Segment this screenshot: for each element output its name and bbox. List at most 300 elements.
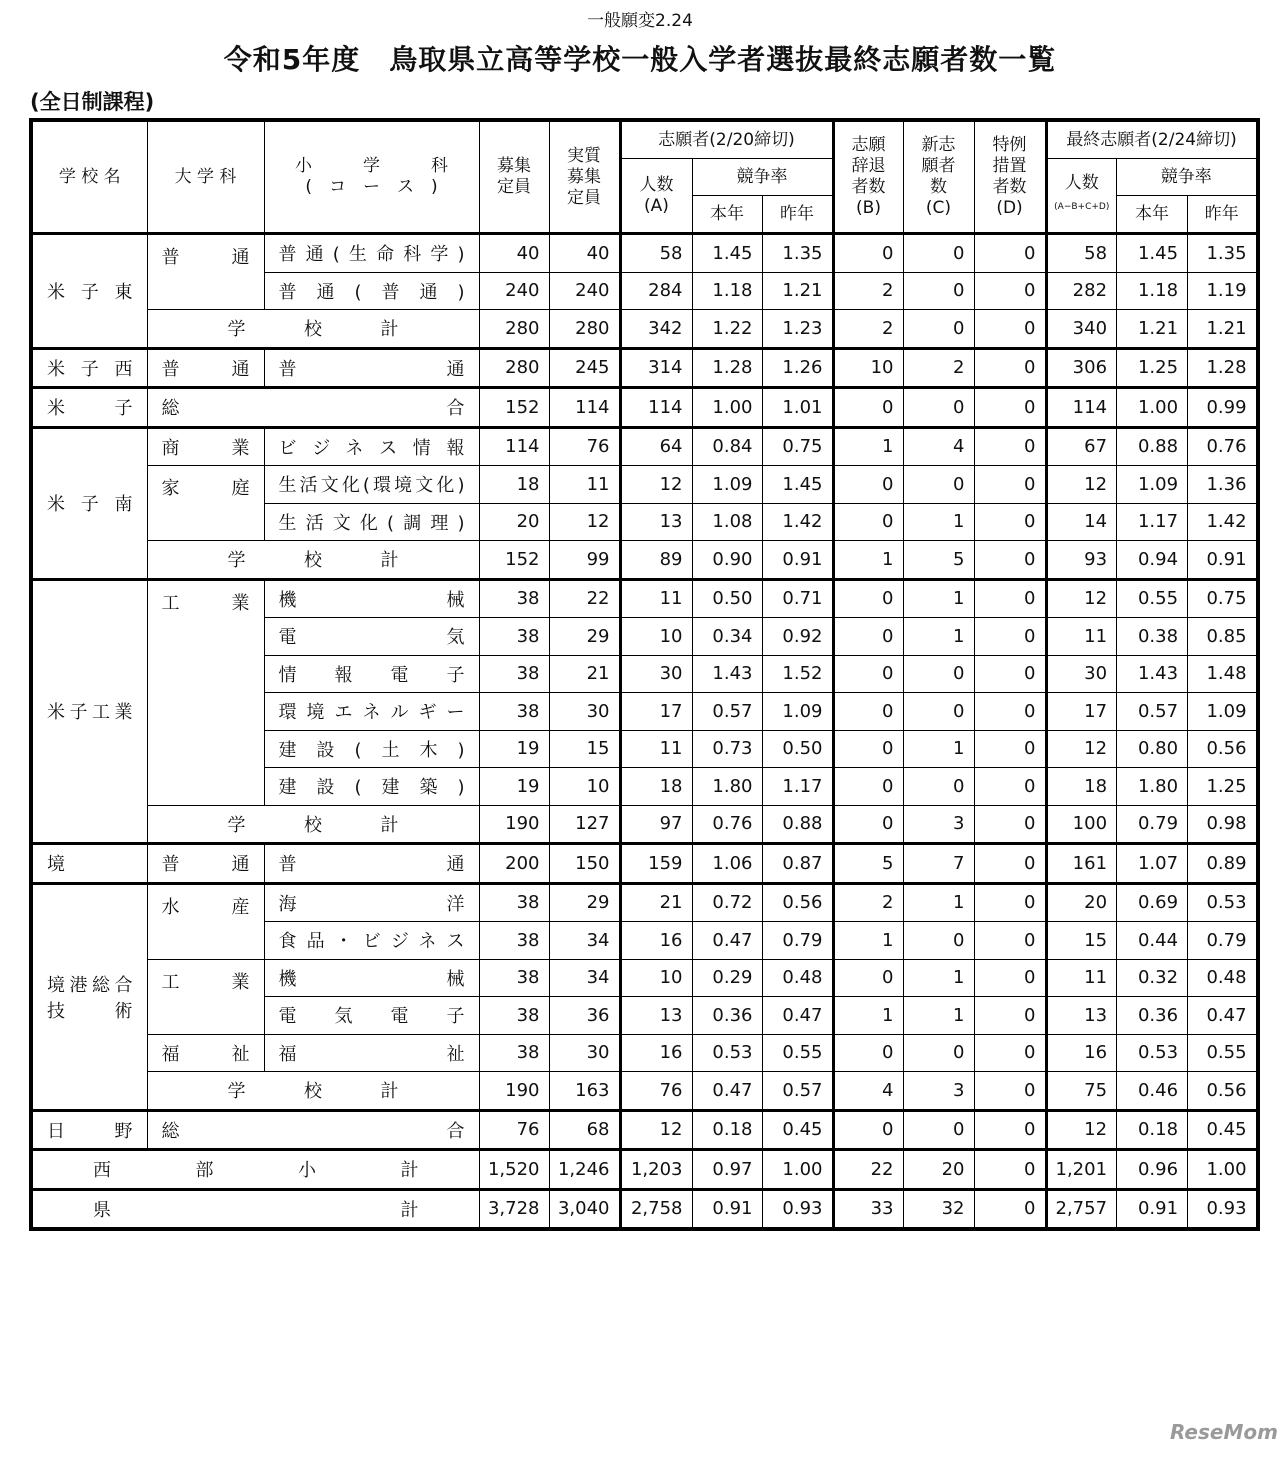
col-dept: 大 学 科 [147,120,264,234]
cell-final-applicants: 100 [1046,805,1117,844]
cell-rate-last-year: 1.35 [762,234,833,273]
cell-new-applicants: 1 [903,618,974,656]
cell-rate-this-year: 0.76 [692,805,762,844]
cell-final-rate-last-year: 1.35 [1188,234,1258,273]
table-row [31,310,1258,349]
cell-special: 0 [974,579,1046,618]
cell-new-applicants: 4 [903,427,974,466]
cell-applicants: 16 [620,922,692,960]
cell-final-rate-this-year: 1.00 [1117,388,1188,428]
cell-final-rate-last-year: 1.25 [1188,768,1258,806]
cell-final-rate-this-year: 0.69 [1117,883,1188,922]
department-name: 商 業 [147,427,264,466]
cell-special: 0 [974,768,1046,806]
cell-capacity: 280 [479,310,549,349]
table-row [31,466,1258,504]
cell-final-rate-this-year: 1.25 [1117,348,1188,388]
cell-final-applicants: 282 [1046,272,1117,310]
cell-special: 0 [974,234,1046,273]
cell-applicants: 11 [620,730,692,768]
col-applicants-0220: 志願者(2/20締切) [620,120,833,159]
col-this-year: 本年 [692,196,762,234]
school-name: 米子東 [31,234,147,349]
table-row [31,883,1258,922]
cell-rate-this-year: 0.34 [692,618,762,656]
cell-rate-this-year: 0.53 [692,1034,762,1072]
cell-new-applicants: 0 [903,768,974,806]
cell-withdrawn: 0 [833,959,903,997]
cell-new-applicants: 1 [903,503,974,541]
cell-withdrawn: 22 [833,1150,903,1190]
school-name: 境 [31,844,147,884]
cell-new-applicants: 3 [903,1072,974,1111]
cell-rate-last-year: 1.00 [762,1150,833,1190]
col-final-this-year: 本年 [1117,196,1188,234]
cell-special: 0 [974,730,1046,768]
cell-withdrawn: 0 [833,466,903,504]
grand-total-row [31,1189,1258,1229]
cell-rate-last-year: 0.57 [762,1072,833,1111]
cell-special: 0 [974,959,1046,997]
cell-withdrawn: 0 [833,1110,903,1150]
cell-withdrawn: 1 [833,997,903,1035]
cell-final-rate-last-year: 0.76 [1188,427,1258,466]
cell-capacity: 280 [479,348,549,388]
cell-capacity: 38 [479,579,549,618]
cell-rate-this-year: 0.47 [692,1072,762,1111]
cell-capacity: 3,728 [479,1189,549,1229]
cell-real-capacity: 34 [549,959,620,997]
cell-real-capacity: 40 [549,234,620,273]
cell-special: 0 [974,427,1046,466]
cell-capacity: 200 [479,844,549,884]
cell-final-applicants: 18 [1046,768,1117,806]
cell-withdrawn: 10 [833,348,903,388]
department-merged: 総 合 [147,1110,479,1150]
cell-applicants: 114 [620,388,692,428]
cell-new-applicants: 0 [903,466,974,504]
cell-withdrawn: 2 [833,883,903,922]
cell-special: 0 [974,997,1046,1035]
cell-new-applicants: 0 [903,272,974,310]
cell-final-rate-last-year: 0.56 [1188,1072,1258,1111]
cell-withdrawn: 1 [833,427,903,466]
cell-final-rate-this-year: 0.79 [1117,805,1188,844]
course-name: 普通(普通) [264,272,479,310]
cell-rate-this-year: 1.08 [692,503,762,541]
cell-capacity: 38 [479,883,549,922]
cell-final-rate-this-year: 0.36 [1117,997,1188,1035]
cell-applicants: 17 [620,693,692,731]
col-count-label: 人数 [639,174,674,195]
cell-withdrawn: 0 [833,655,903,693]
course-name: ビジネス情報 [264,427,479,466]
cell-capacity: 38 [479,1034,549,1072]
col-final-count [1046,159,1117,234]
cell-final-rate-last-year: 0.79 [1188,922,1258,960]
cell-withdrawn: 2 [833,272,903,310]
cell-final-applicants: 12 [1046,730,1117,768]
cell-rate-last-year: 0.93 [762,1189,833,1229]
course-name: 機 械 [264,959,479,997]
cell-final-rate-last-year: 0.45 [1188,1110,1258,1150]
table-row [31,234,1258,273]
cell-final-rate-this-year: 1.09 [1117,466,1188,504]
col-final-rate: 競争率 [1117,159,1258,196]
cell-new-applicants: 32 [903,1189,974,1229]
cell-capacity: 1,520 [479,1150,549,1190]
cell-withdrawn: 0 [833,805,903,844]
department-name: 普 通 [147,234,264,310]
cell-capacity: 38 [479,693,549,731]
cell-special: 0 [974,272,1046,310]
cell-withdrawn: 0 [833,1034,903,1072]
cell-final-rate-this-year: 1.17 [1117,503,1188,541]
cell-capacity: 38 [479,922,549,960]
cell-applicants: 10 [620,618,692,656]
cell-final-applicants: 340 [1046,310,1117,349]
col-last-year: 昨年 [762,196,833,234]
department-name: 普 通 [147,348,264,388]
cell-special: 0 [974,618,1046,656]
document-code: 一般願変2.24 [587,11,693,31]
cell-real-capacity: 30 [549,693,620,731]
cell-applicants: 16 [620,1034,692,1072]
course-name: 食品・ビジネス [264,922,479,960]
school-name: 米 子 [31,388,147,428]
course-name: 電 気 電 子 [264,997,479,1035]
table-row [31,579,1258,618]
col-count-code: (A) [644,195,669,216]
cell-capacity: 76 [479,1110,549,1150]
col-withdrawn-code: (B) [856,198,881,218]
cell-real-capacity: 29 [549,883,620,922]
col-real-capacity: 実質募集定員 [549,120,620,234]
cell-rate-this-year: 0.97 [692,1150,762,1190]
cell-final-rate-last-year: 0.47 [1188,997,1258,1035]
cell-rate-last-year: 0.91 [762,541,833,580]
cell-real-capacity: 34 [549,922,620,960]
school-name: 米子南 [31,427,147,579]
course-name: 普通(生命科学) [264,234,479,273]
cell-special: 0 [974,348,1046,388]
cell-new-applicants: 0 [903,310,974,349]
cell-final-rate-this-year: 0.38 [1117,618,1188,656]
cell-final-applicants: 12 [1046,1110,1117,1150]
applicants-table [29,118,1260,1231]
cell-withdrawn: 2 [833,310,903,349]
cell-new-applicants: 1 [903,579,974,618]
cell-real-capacity: 3,040 [549,1189,620,1229]
cell-real-capacity: 99 [549,541,620,580]
cell-rate-this-year: 0.73 [692,730,762,768]
cell-rate-last-year: 0.79 [762,922,833,960]
cell-rate-last-year: 1.21 [762,272,833,310]
cell-new-applicants: 0 [903,234,974,273]
cell-final-applicants: 58 [1046,234,1117,273]
cell-final-rate-last-year: 1.00 [1188,1150,1258,1190]
cell-final-applicants: 11 [1046,959,1117,997]
cell-final-rate-last-year: 0.99 [1188,388,1258,428]
course-name: 建設(建築) [264,768,479,806]
cell-rate-this-year: 1.09 [692,466,762,504]
cell-final-rate-this-year: 1.45 [1117,234,1188,273]
course-name: 生活文化(環境文化) [264,466,479,504]
cell-new-applicants: 5 [903,541,974,580]
cell-real-capacity: 30 [549,1034,620,1072]
cell-final-rate-last-year: 0.91 [1188,541,1258,580]
cell-rate-this-year: 0.47 [692,922,762,960]
cell-rate-this-year: 0.29 [692,959,762,997]
department-name: 福 祉 [147,1034,264,1072]
cell-final-applicants: 161 [1046,844,1117,884]
cell-special: 0 [974,1110,1046,1150]
cell-rate-last-year: 0.45 [762,1110,833,1150]
cell-final-applicants: 17 [1046,693,1117,731]
cell-rate-this-year: 1.00 [692,388,762,428]
cell-capacity: 240 [479,272,549,310]
cell-rate-last-year: 0.75 [762,427,833,466]
cell-new-applicants: 0 [903,655,974,693]
cell-applicants: 13 [620,503,692,541]
cell-rate-last-year: 1.23 [762,310,833,349]
cell-final-applicants: 12 [1046,579,1117,618]
western-subtotal-row-label: 西 部 小 計 [31,1150,479,1190]
cell-new-applicants: 1 [903,997,974,1035]
cell-real-capacity: 21 [549,655,620,693]
col-capacity: 募集定員 [479,120,549,234]
department-name: 普 通 [147,844,264,884]
cell-final-applicants: 16 [1046,1034,1117,1072]
cell-final-applicants: 20 [1046,883,1117,922]
cell-special: 0 [974,1034,1046,1072]
cell-real-capacity: 280 [549,310,620,349]
cell-applicants: 342 [620,310,692,349]
cell-capacity: 19 [479,730,549,768]
cell-applicants: 64 [620,427,692,466]
cell-new-applicants: 0 [903,922,974,960]
cell-real-capacity: 29 [549,618,620,656]
cell-capacity: 152 [479,541,549,580]
course-name: 生活文化(調理) [264,503,479,541]
cell-special: 0 [974,844,1046,884]
cell-final-rate-last-year: 1.19 [1188,272,1258,310]
cell-applicants: 89 [620,541,692,580]
cell-final-rate-this-year: 0.80 [1117,730,1188,768]
table-row [31,959,1258,997]
cell-final-applicants: 93 [1046,541,1117,580]
cell-applicants: 10 [620,959,692,997]
school-total-label: 学 校 計 [147,541,479,580]
cell-final-rate-this-year: 0.91 [1117,1189,1188,1229]
course-name: 機 械 [264,579,479,618]
cell-rate-last-year: 0.48 [762,959,833,997]
cell-final-rate-this-year: 1.21 [1117,310,1188,349]
school-total-label: 学 校 計 [147,1072,479,1111]
cell-withdrawn: 1 [833,922,903,960]
cell-rate-last-year: 1.26 [762,348,833,388]
cell-capacity: 38 [479,959,549,997]
cell-final-rate-this-year: 1.43 [1117,655,1188,693]
cell-real-capacity: 11 [549,466,620,504]
cell-special: 0 [974,693,1046,731]
cell-rate-this-year: 0.18 [692,1110,762,1150]
cell-real-capacity: 245 [549,348,620,388]
cell-final-rate-last-year: 0.53 [1188,883,1258,922]
cell-final-rate-this-year: 0.32 [1117,959,1188,997]
cell-special: 0 [974,503,1046,541]
cell-final-applicants: 13 [1046,997,1117,1035]
cell-applicants: 1,203 [620,1150,692,1190]
resemom-logo: ReseMom [1170,1420,1278,1444]
cell-final-rate-last-year: 0.89 [1188,844,1258,884]
col-rate: 競争率 [692,159,833,196]
cell-final-rate-last-year: 1.09 [1188,693,1258,731]
cell-real-capacity: 10 [549,768,620,806]
cell-final-applicants: 2,757 [1046,1189,1117,1229]
cell-rate-last-year: 0.71 [762,579,833,618]
cell-rate-this-year: 1.22 [692,310,762,349]
school-name: 境港総合技 術 [31,883,147,1110]
cell-rate-this-year: 0.90 [692,541,762,580]
cell-final-applicants: 114 [1046,388,1117,428]
table-body [31,234,1258,1230]
cell-applicants: 11 [620,579,692,618]
cell-rate-this-year: 0.91 [692,1189,762,1229]
cell-rate-last-year: 0.50 [762,730,833,768]
col-final-count-label: 人数 [1064,173,1099,193]
cell-applicants: 12 [620,1110,692,1150]
cell-real-capacity: 36 [549,997,620,1035]
cell-special: 0 [974,805,1046,844]
table-row [31,805,1258,844]
course-name: 福 祉 [264,1034,479,1072]
cell-special: 0 [974,883,1046,922]
cell-special: 0 [974,1150,1046,1190]
cell-rate-last-year: 1.17 [762,768,833,806]
cell-rate-last-year: 0.56 [762,883,833,922]
cell-rate-this-year: 1.06 [692,844,762,884]
cell-new-applicants: 0 [903,388,974,428]
cell-applicants: 159 [620,844,692,884]
cell-rate-this-year: 0.84 [692,427,762,466]
cell-withdrawn: 33 [833,1189,903,1229]
cell-real-capacity: 127 [549,805,620,844]
cell-real-capacity: 150 [549,844,620,884]
cell-applicants: 284 [620,272,692,310]
cell-new-applicants: 7 [903,844,974,884]
cell-final-rate-last-year: 0.85 [1188,618,1258,656]
cell-final-applicants: 12 [1046,466,1117,504]
course-name: 情 報 電 子 [264,655,479,693]
cell-final-rate-last-year: 0.75 [1188,579,1258,618]
cell-withdrawn: 1 [833,541,903,580]
cell-final-rate-this-year: 1.80 [1117,768,1188,806]
table-row [31,541,1258,580]
cell-applicants: 97 [620,805,692,844]
table-row [31,348,1258,388]
cell-real-capacity: 240 [549,272,620,310]
cell-new-applicants: 1 [903,959,974,997]
cell-applicants: 12 [620,466,692,504]
cell-applicants: 18 [620,768,692,806]
cell-final-applicants: 30 [1046,655,1117,693]
cell-withdrawn: 0 [833,388,903,428]
cell-rate-this-year: 1.43 [692,655,762,693]
cell-real-capacity: 76 [549,427,620,466]
cell-special: 0 [974,466,1046,504]
cell-new-applicants: 0 [903,1110,974,1150]
table-row [31,1110,1258,1150]
cell-rate-this-year: 0.50 [692,579,762,618]
cell-capacity: 152 [479,388,549,428]
department-name: 工 業 [147,959,264,1034]
col-course-line2: ( コ ー ス ) [305,177,438,197]
cell-new-applicants: 0 [903,1034,974,1072]
cell-capacity: 18 [479,466,549,504]
course-name: 建設(土木) [264,730,479,768]
cell-final-applicants: 15 [1046,922,1117,960]
cell-capacity: 38 [479,997,549,1035]
cell-final-rate-last-year: 0.55 [1188,1034,1258,1072]
col-special [974,120,1046,234]
grand-total-row-label: 県 計 [31,1189,479,1229]
cell-final-applicants: 14 [1046,503,1117,541]
cell-new-applicants: 20 [903,1150,974,1190]
school-total-label: 学 校 計 [147,805,479,844]
cell-capacity: 38 [479,655,549,693]
cell-applicants: 76 [620,1072,692,1111]
cell-capacity: 38 [479,618,549,656]
school-name: 日 野 [31,1110,147,1150]
table-row [31,388,1258,428]
cell-special: 0 [974,1072,1046,1111]
cell-real-capacity: 12 [549,503,620,541]
page-title: 令和5年度 鳥取県立高等学校一般入学者選抜最終志願者数一覧 [223,43,1057,76]
cell-rate-this-year: 1.80 [692,768,762,806]
cell-special: 0 [974,922,1046,960]
cell-special: 0 [974,541,1046,580]
col-school: 学 校 名 [31,120,147,234]
cell-real-capacity: 15 [549,730,620,768]
cell-special: 0 [974,388,1046,428]
cell-rate-this-year: 1.45 [692,234,762,273]
cell-capacity: 40 [479,234,549,273]
cell-withdrawn: 4 [833,1072,903,1111]
cell-capacity: 190 [479,805,549,844]
cell-final-applicants: 11 [1046,618,1117,656]
cell-applicants: 21 [620,883,692,922]
cell-withdrawn: 0 [833,234,903,273]
cell-final-rate-this-year: 0.55 [1117,579,1188,618]
cell-withdrawn: 0 [833,693,903,731]
department-name: 家 庭 [147,466,264,541]
cell-applicants: 30 [620,655,692,693]
col-new [903,120,974,234]
cell-rate-this-year: 1.28 [692,348,762,388]
cell-new-applicants: 3 [903,805,974,844]
cell-final-rate-this-year: 0.18 [1117,1110,1188,1150]
cell-withdrawn: 0 [833,768,903,806]
cell-applicants: 314 [620,348,692,388]
course-name: 環境エネルギー [264,693,479,731]
cell-new-applicants: 1 [903,883,974,922]
cell-new-applicants: 2 [903,348,974,388]
cell-rate-last-year: 1.42 [762,503,833,541]
cell-rate-this-year: 0.36 [692,997,762,1035]
col-final-formula: (A−B+C+D) [1054,202,1110,212]
cell-final-rate-this-year: 0.94 [1117,541,1188,580]
